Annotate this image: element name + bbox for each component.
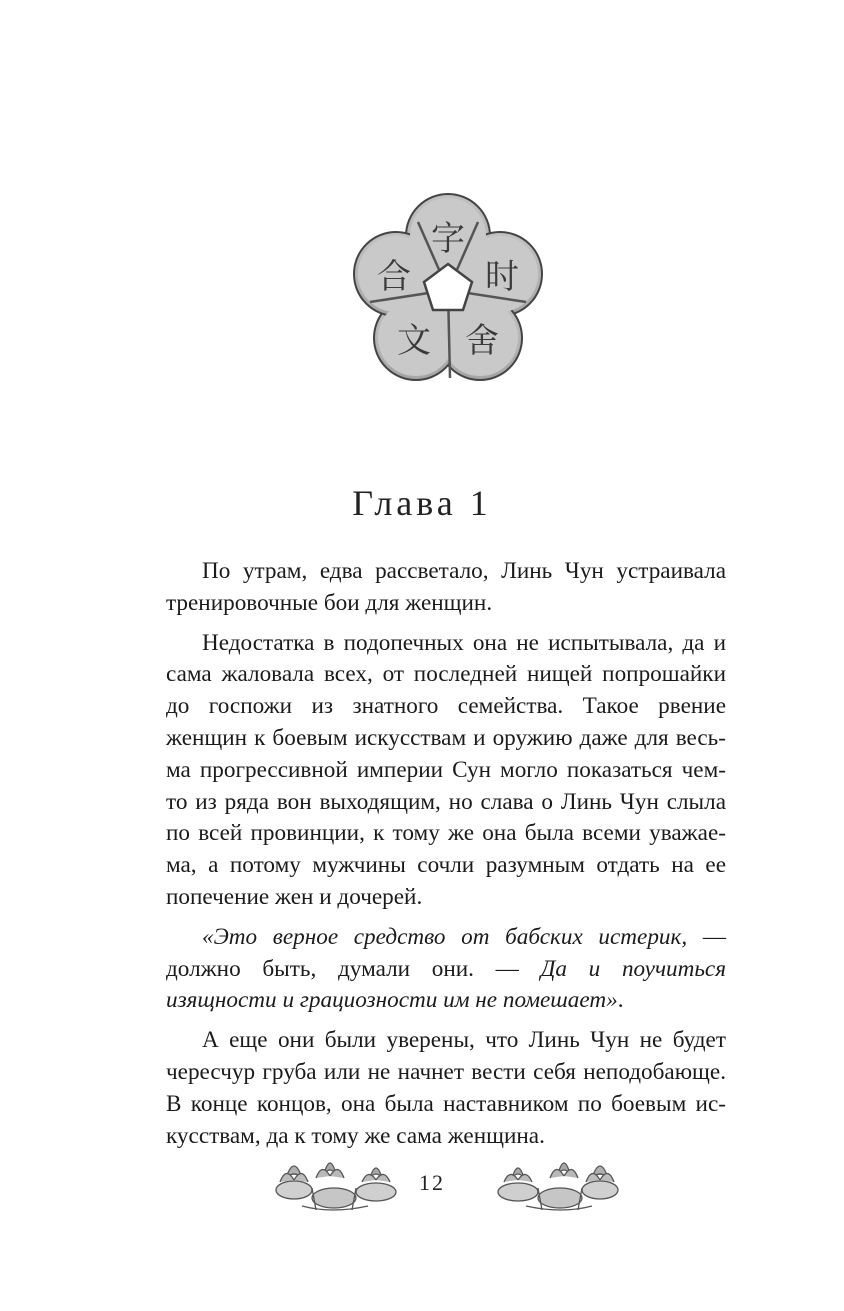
emblem-glyph-bottom-left: 文	[397, 321, 431, 361]
quote-plain: — должно быть, думали они. —	[166, 923, 727, 982]
quote-italic-b: Да и поучиться изящности и грациозности им не помешает»	[166, 955, 726, 1014]
paragraph-quote	[166, 922, 726, 1017]
chapter-emblem	[350, 192, 546, 388]
paragraph: По утрам, едва рассветало, Линь Чун устраивала тренировочные бои для женщин.	[166, 558, 726, 616]
page-number: 12	[419, 1170, 445, 1195]
emblem-glyph-bottom-right: 舍	[465, 321, 499, 361]
five-petal-coin-emblem-icon	[350, 192, 546, 388]
chapter-title: Глава 1	[352, 483, 492, 523]
emblem-glyph-left: 合	[377, 257, 411, 297]
emblem-glyph-top: 字	[431, 219, 465, 259]
lotus-ornament-icon	[272, 1148, 402, 1218]
quote-end: .	[617, 987, 624, 1014]
lotus-ornament-icon	[492, 1148, 622, 1218]
paragraph: А еще они были уверены, что Линь Чун не будет чересчур груба или не начнет вести себя неподобающе. В конце концов, она была наставником по боевым искусствам, да к тому же сама женщина.	[166, 1027, 726, 1149]
chapter-body	[166, 556, 726, 1160]
emblem-glyph-right: 时	[485, 257, 519, 297]
page-footer	[0, 1148, 844, 1228]
quote-italic-a: «Это верное средство от бабских истерик,	[202, 923, 688, 950]
paragraph: Недостатка в подопечных она не испытывала, да и сама жаловала всех, от последней нищей попрошайки до госпожи из знатного семейства. Такое рвение женщин к боевым искусствам и оружию даже для весьма прогрессивной империи Сун могло показаться чем-то из ряда вон выходящим, но слава о Линь Чун слыла по всей провинции, к тому же она была всеми уважаема, а потому мужчины сочли разумным отдать на ее попечение жен и дочерей.	[166, 629, 726, 910]
